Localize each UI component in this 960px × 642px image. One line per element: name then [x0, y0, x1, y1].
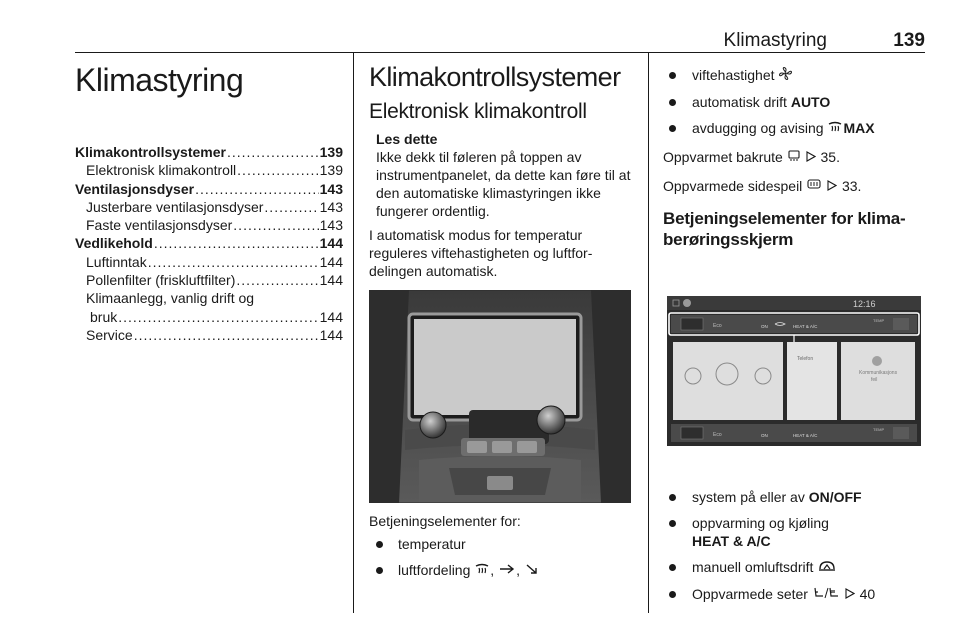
column-middle: [369, 62, 633, 588]
bullet-dot: [669, 99, 676, 106]
item-airflow: luftfordeling: [398, 562, 471, 578]
windshield-defrost-icon: [828, 120, 842, 138]
list-item: [663, 514, 925, 550]
toc-entry[interactable]: [75, 198, 343, 216]
separator: ,: [516, 562, 524, 578]
touchscreen-illustration: [663, 266, 925, 474]
column-right: [663, 66, 925, 612]
column-divider-2: [648, 53, 649, 613]
toc-entry[interactable]: [75, 216, 343, 234]
list-item: [663, 585, 925, 604]
screen-heat-ac-top: HEAT & A/C: [793, 324, 818, 329]
control-list-continued: [663, 66, 925, 138]
toc-entry-label: Justerbare ventilasjonsdyser: [86, 198, 264, 215]
toc-entry-page: 143: [319, 198, 343, 215]
page-number: 139: [893, 30, 925, 51]
list-item: [663, 558, 925, 577]
toc-entry-label: Klimakontrollsystemer: [75, 144, 226, 160]
toc-entry-label: Vedlikehold: [75, 235, 153, 252]
toc-entry-label: Pollenfilter (friskluftfilter): [86, 272, 236, 289]
toc-leader-dots: [237, 161, 318, 179]
toc-entry-page: 144: [319, 308, 343, 325]
item-seats-text: Oppvarmede seter: [692, 586, 808, 602]
bullet-dot: [376, 541, 383, 548]
mirrors-page-ref[interactable]: 33.: [841, 178, 862, 194]
list-item: [663, 119, 925, 138]
screen-temp-bottom: TEMP: [873, 427, 885, 432]
toc-entry[interactable]: [75, 161, 343, 179]
toc-entry-label: bruk: [90, 308, 118, 325]
item-defog-label: MAX: [843, 120, 875, 136]
toc-leader-dots: [264, 198, 318, 216]
column-divider-1: [353, 53, 354, 613]
climate-panel-photo: [369, 290, 631, 503]
body-paragraph: I automatisk modus for temperatur reguleres viftehastigheten og luftfor-delingen automatisk.: [369, 227, 593, 279]
item-recirc-text: manuell omluftsdrift: [692, 559, 814, 575]
rear-window-heat-icon: [788, 149, 800, 167]
toc-leader-dots: [118, 308, 318, 326]
photo-caption: Betjeningselementer for:: [369, 513, 521, 529]
item-auto-label: AUTO: [790, 94, 831, 110]
toc-entry-page: 139: [319, 144, 343, 160]
fan-icon: [779, 67, 792, 85]
touchscreen-subheading: Betjeningselementer for klima-berøringsskjerm: [663, 209, 906, 249]
mirrors-text: Oppvarmede sidespeil: [663, 178, 803, 194]
bullet-dot: [669, 494, 676, 501]
bullet-dot: [669, 72, 676, 79]
toc-entry[interactable]: [75, 326, 343, 344]
toc-entry-label: Klimaanlegg, vanlig drift og: [86, 290, 255, 307]
list-item: [369, 535, 633, 553]
note-box: [369, 130, 633, 220]
note-text: Ikke dekk til føleren på toppen av instrumentpanelet, da dette kan føre til at den automatiske klimastyringen ikke fungerer ordentlig.: [376, 149, 631, 219]
item-heat-label: HEAT & A/C: [692, 533, 771, 549]
toc-entry-label: Elektronisk klimakontroll: [86, 162, 237, 179]
mirrors-reference: [663, 177, 925, 196]
toc-entry-page: 144: [319, 272, 343, 289]
toc-entry[interactable]: [75, 289, 343, 307]
toc-entry-page: 143: [319, 180, 343, 197]
rear-window-text: Oppvarmet bakrute: [663, 149, 783, 165]
page-reference-arrow-icon: [845, 586, 855, 604]
mirror-heat-icon: [807, 178, 821, 196]
toc-entry[interactable]: [75, 180, 343, 198]
toc-entry[interactable]: [75, 253, 343, 271]
toc-leader-dots: [148, 253, 319, 271]
toc-entry[interactable]: [75, 143, 343, 161]
screen-eco-top: Eco: [713, 323, 722, 329]
screen-on-bottom: ON: [761, 433, 768, 438]
item-heat-text: oppvarming og kjøling: [692, 515, 829, 531]
toc-entry-label: Faste ventilasjonsdyser: [86, 217, 233, 234]
toc-entry-page: 143: [319, 217, 343, 234]
screen-telefon: Telefon: [797, 356, 814, 362]
list-item: [663, 66, 925, 85]
bullet-dot: [669, 564, 676, 571]
screen-clock: 12:16: [853, 299, 876, 309]
toc-entry-label: Ventilasjonsdyser: [75, 180, 195, 197]
toc-leader-dots: [195, 180, 319, 198]
item-onoff-text: system på eller av: [692, 489, 809, 505]
rear-window-reference: [663, 148, 925, 167]
screen-eco-bottom: Eco: [713, 432, 722, 438]
toc-entry[interactable]: [75, 234, 343, 252]
column-left: [75, 62, 343, 344]
bullet-dot: [376, 567, 383, 574]
bullet-dot: [669, 520, 676, 527]
toc-leader-dots: [154, 234, 319, 252]
screen-komm-line1: Kommunikasjons: [859, 370, 898, 376]
rear-window-page-ref[interactable]: 35.: [820, 149, 840, 165]
windshield-defrost-icon: [475, 562, 489, 580]
page-reference-arrow-icon: [806, 149, 816, 167]
control-list: [369, 535, 633, 580]
item-defog-text: avdugging og avising: [692, 120, 828, 136]
screen-temp-top: TEMP: [873, 318, 885, 323]
airflow-feet-icon: [525, 562, 539, 580]
toc-entry-page: 144: [319, 235, 343, 252]
toc-leader-dots: [227, 143, 319, 161]
running-head-title: Klimastyring: [723, 30, 827, 51]
screen-komm-line2: feil: [871, 377, 878, 383]
item-temperature: temperatur: [398, 536, 466, 552]
airflow-face-icon: [499, 562, 515, 580]
toc-entry-page: 144: [319, 326, 343, 343]
subsection-title: Elektronisk klimakontroll: [369, 100, 587, 123]
toc-leader-dots: [233, 216, 318, 234]
seats-page-ref[interactable]: 40: [859, 586, 876, 602]
screen-heat-ac-bottom: HEAT & A/C: [793, 433, 818, 438]
table-of-contents: [75, 143, 343, 344]
bullet-dot: [669, 125, 676, 132]
item-onoff-label: ON/OFF: [808, 489, 862, 505]
screen-on-top: ON: [761, 324, 768, 329]
toc-entry-label: Service: [86, 326, 133, 343]
running-head: [75, 30, 925, 52]
touchscreen-list: [663, 488, 925, 604]
item-fan-speed: viftehastighet: [692, 67, 775, 83]
toc-entry[interactable]: [75, 271, 343, 289]
toc-entry[interactable]: [75, 308, 343, 326]
list-item: [663, 93, 925, 111]
header-rule: [75, 52, 925, 53]
toc-leader-dots: [236, 271, 318, 289]
note-heading: Les dette: [376, 131, 438, 147]
recirculation-icon: [818, 559, 836, 577]
section-title: Klimakontrollsystemer: [369, 62, 621, 92]
toc-leader-dots: [134, 326, 319, 344]
item-auto-text: automatisk drift: [692, 94, 791, 110]
toc-entry-page: 139: [319, 162, 343, 179]
list-item: [369, 561, 633, 580]
toc-entry-label: Luftinntak: [86, 253, 147, 270]
seat-heat-icon: [813, 586, 839, 604]
separator: ,: [490, 562, 499, 578]
bullet-dot: [669, 591, 676, 598]
page-reference-arrow-icon: [827, 178, 837, 196]
chapter-title: Klimastyring: [75, 62, 244, 98]
toc-entry-page: 144: [319, 253, 343, 270]
list-item: [663, 488, 925, 506]
